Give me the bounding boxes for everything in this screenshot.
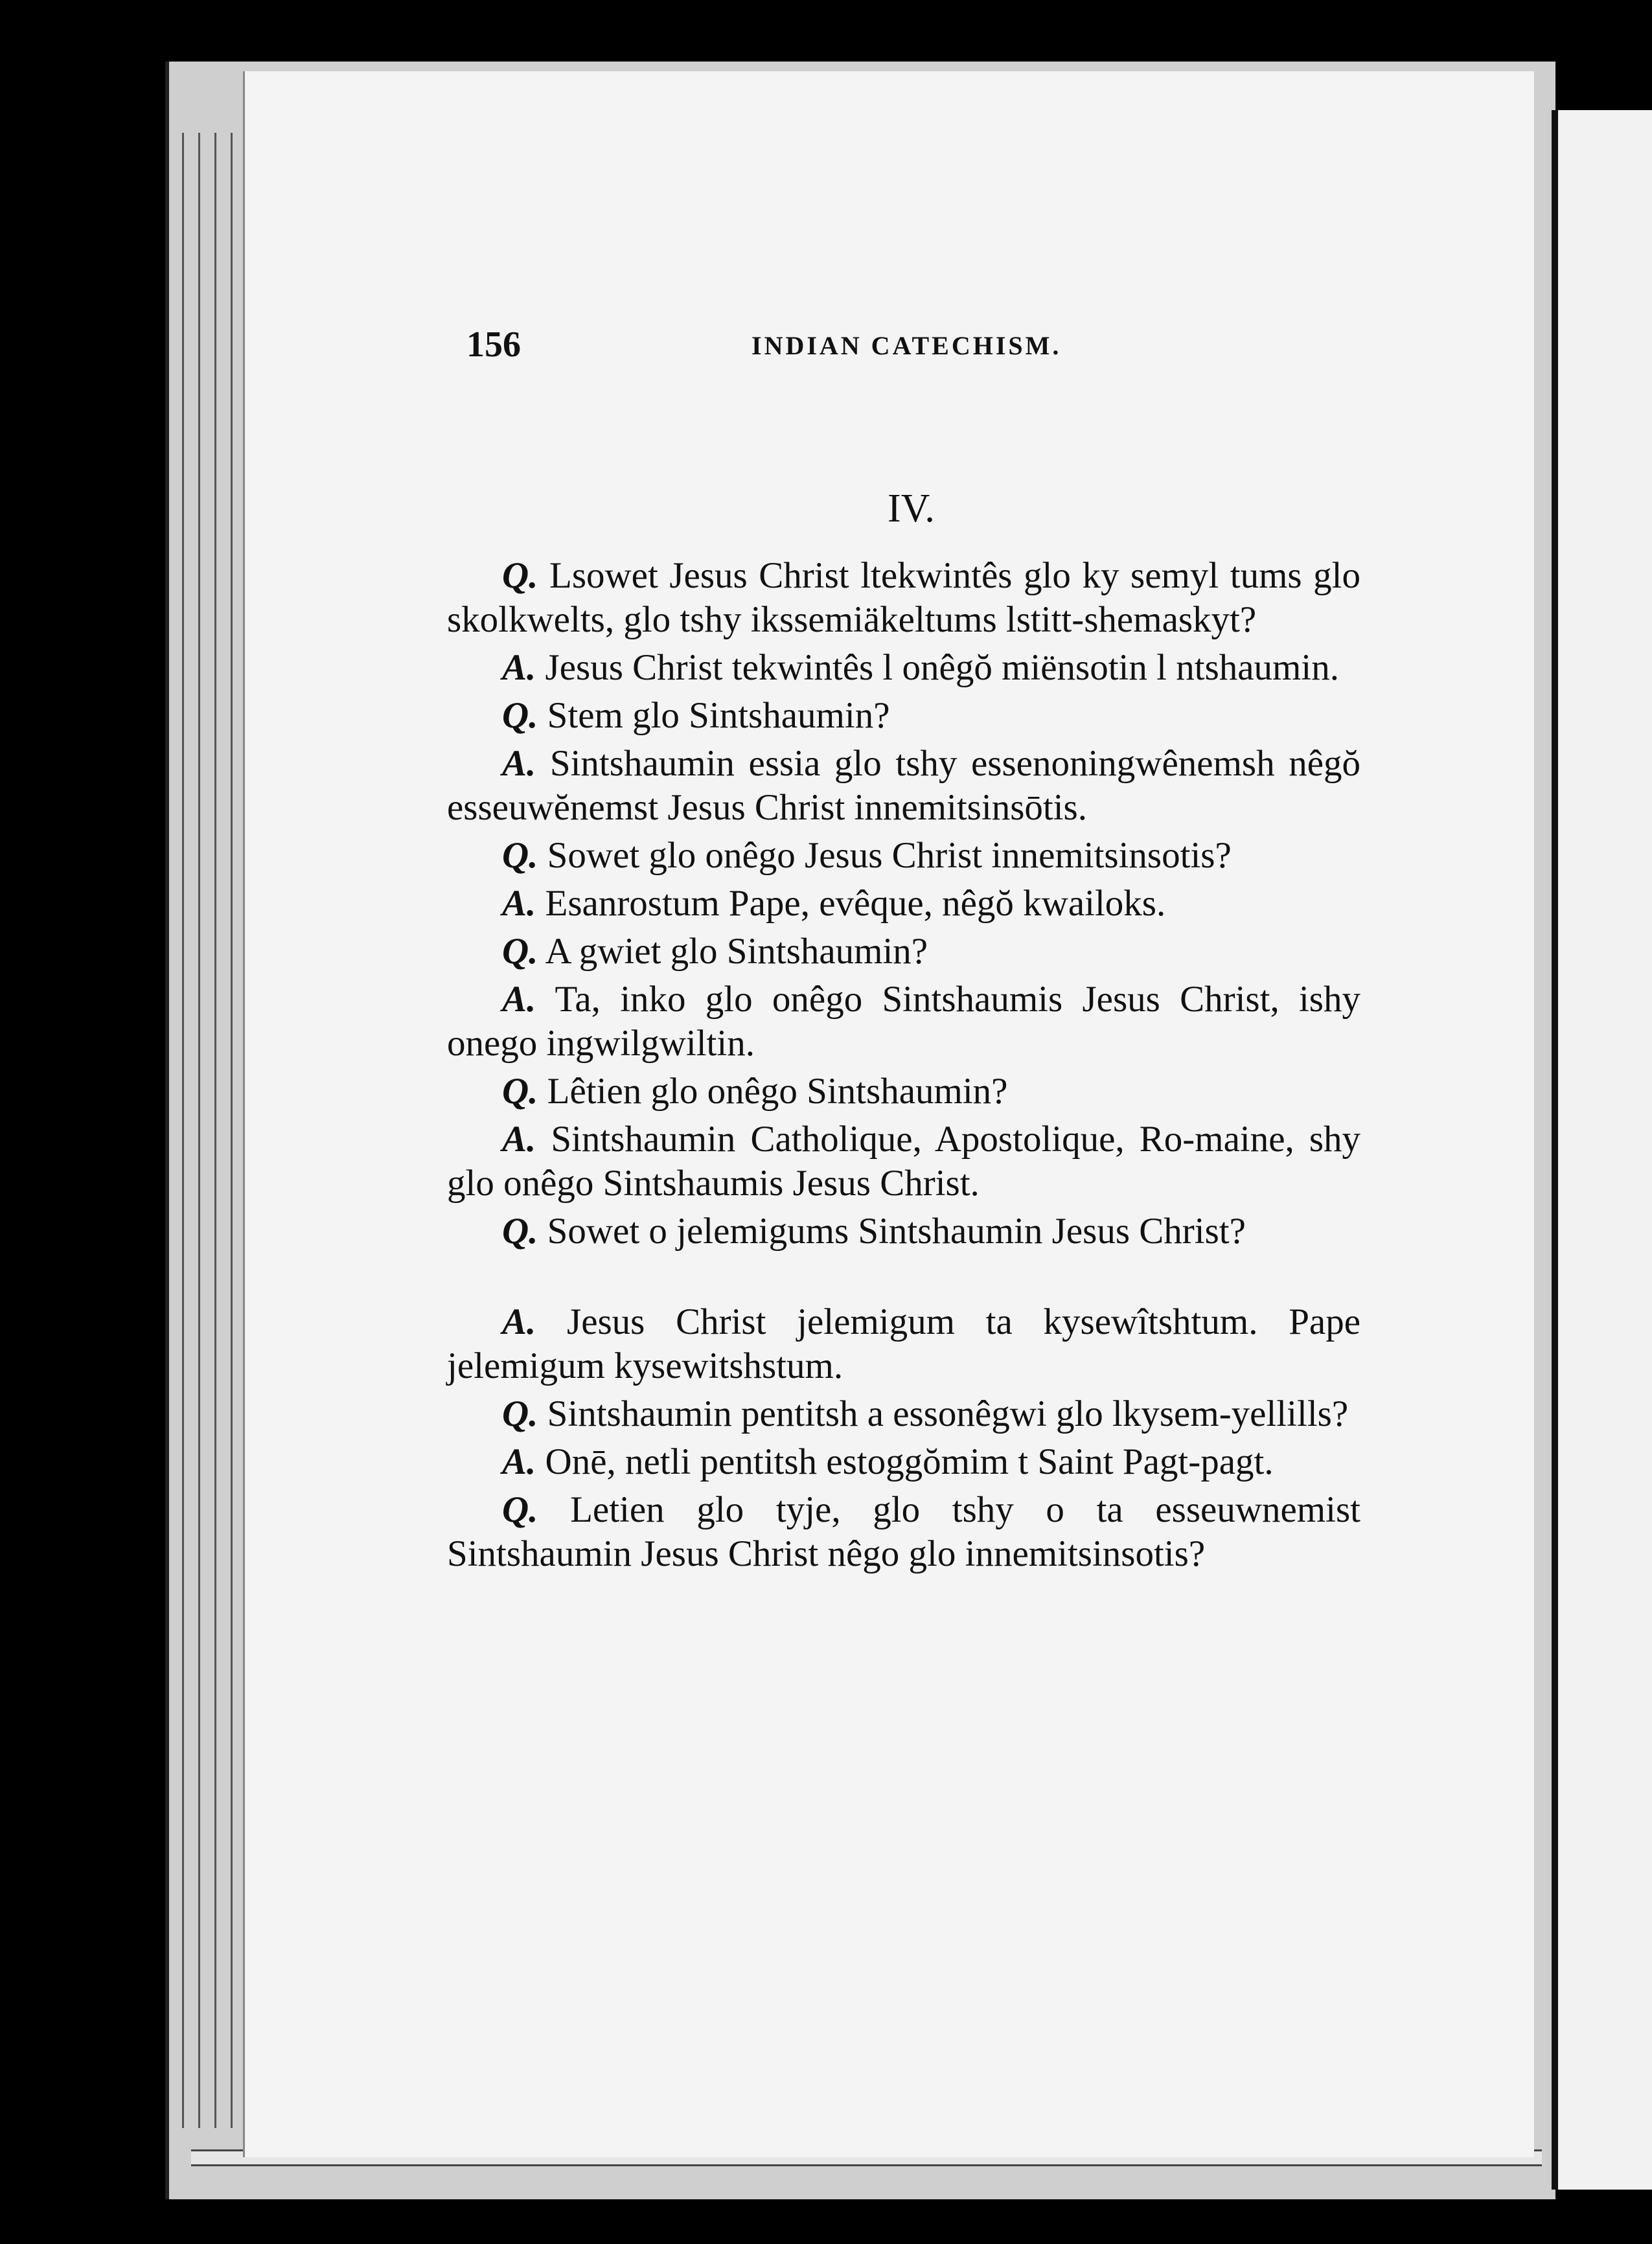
answer-paragraph [447, 882, 1360, 926]
question-paragraph [447, 834, 1360, 878]
question-marker: Q. [502, 695, 538, 736]
answer-text: Jesus Christ jelemigum ta kysewîtshtum. Pape jelemigum kysewitshstum. [447, 1301, 1361, 1386]
question-marker: Q. [502, 1489, 538, 1530]
question-text: Sowet glo onêgo Jesus Christ innemitsinsotis? [547, 835, 1232, 876]
answer-marker: A. [502, 979, 536, 1020]
running-title: INDIAN CATECHISM. [751, 331, 1062, 360]
page-edge-line [214, 133, 216, 2128]
facing-page-edge [1552, 110, 1652, 2190]
answer-marker: A. [502, 1119, 536, 1160]
answer-text: Jesus Christ tekwintês l onêgŏ miënsotin l ntshaumin. [545, 647, 1339, 688]
question-paragraph [447, 930, 1360, 974]
answer-text: Esanrostum Pape, evêque, nêgŏ kwailoks. [545, 883, 1166, 924]
page-edge-line [198, 133, 200, 2128]
question-paragraph [447, 1070, 1360, 1114]
answer-marker: A. [502, 743, 536, 784]
question-text: Sintshaumin pentitsh a essonêgwi glo lkysem-yellills? [547, 1393, 1349, 1434]
question-text: Lêtien glo onêgo Sintshaumin? [547, 1071, 1008, 1112]
question-text: Sowet o jelemigums Sintshaumin Jesus Christ? [547, 1211, 1246, 1252]
page-edge-line [182, 133, 184, 2128]
answer-marker: A. [502, 1441, 536, 1482]
question-marker: Q. [502, 555, 538, 596]
running-header [466, 324, 1114, 369]
question-paragraph [447, 1488, 1360, 1576]
catechism-body [447, 554, 1360, 1580]
answer-paragraph [447, 1117, 1360, 1206]
question-text: Letien glo tyje, glo tshy o ta esseuwnemist Sintshaumin Jesus Christ nêgo glo innemitsinsotis? [447, 1489, 1360, 1574]
question-marker: Q. [502, 1393, 538, 1434]
question-text: Lsowet Jesus Christ ltekwintês glo ky semyl tums glo skolkwelts, glo tshy ikssemiäkeltums lstitt-shemaskyt? [447, 555, 1360, 640]
question-paragraph [447, 694, 1360, 738]
question-paragraph [447, 1392, 1360, 1436]
answer-paragraph [447, 646, 1360, 690]
answer-marker: A. [502, 883, 536, 924]
answer-marker: A. [502, 647, 536, 688]
question-marker: Q. [502, 835, 538, 876]
question-text: Stem glo Sintshaumin? [547, 695, 890, 736]
question-marker: Q. [502, 1211, 538, 1252]
page-edge-line [231, 133, 233, 2128]
answer-paragraph [447, 742, 1360, 830]
section-heading: IV. [888, 487, 935, 531]
page-number: 156 [466, 325, 521, 365]
answer-paragraph [447, 978, 1360, 1066]
answer-text: Sintshaumin Catholique, Apostolique, Ro-maine, shy glo onêgo Sintshaumis Jesus Christ. [447, 1119, 1361, 1204]
answer-marker: A. [502, 1301, 536, 1342]
answer-text: Onē, netli pentitsh estoggŏmim t Saint Pagt-pagt. [545, 1441, 1274, 1482]
question-marker: Q. [502, 1071, 538, 1112]
question-paragraph [447, 1209, 1360, 1254]
answer-text: Ta, inko glo onêgo Sintshaumis Jesus Christ, ishy onego ingwilgwiltin. [447, 979, 1360, 1064]
answer-paragraph [447, 1440, 1360, 1484]
answer-paragraph [447, 1300, 1360, 1388]
question-text: A gwiet glo Sintshaumin? [545, 931, 928, 972]
answer-text: Sintshaumin essia glo tshy essenoningwênemsh nêgŏ esseuwĕnemst Jesus Christ innemitsinsōtis. [447, 743, 1360, 828]
question-paragraph [447, 554, 1360, 642]
question-marker: Q. [502, 931, 538, 972]
